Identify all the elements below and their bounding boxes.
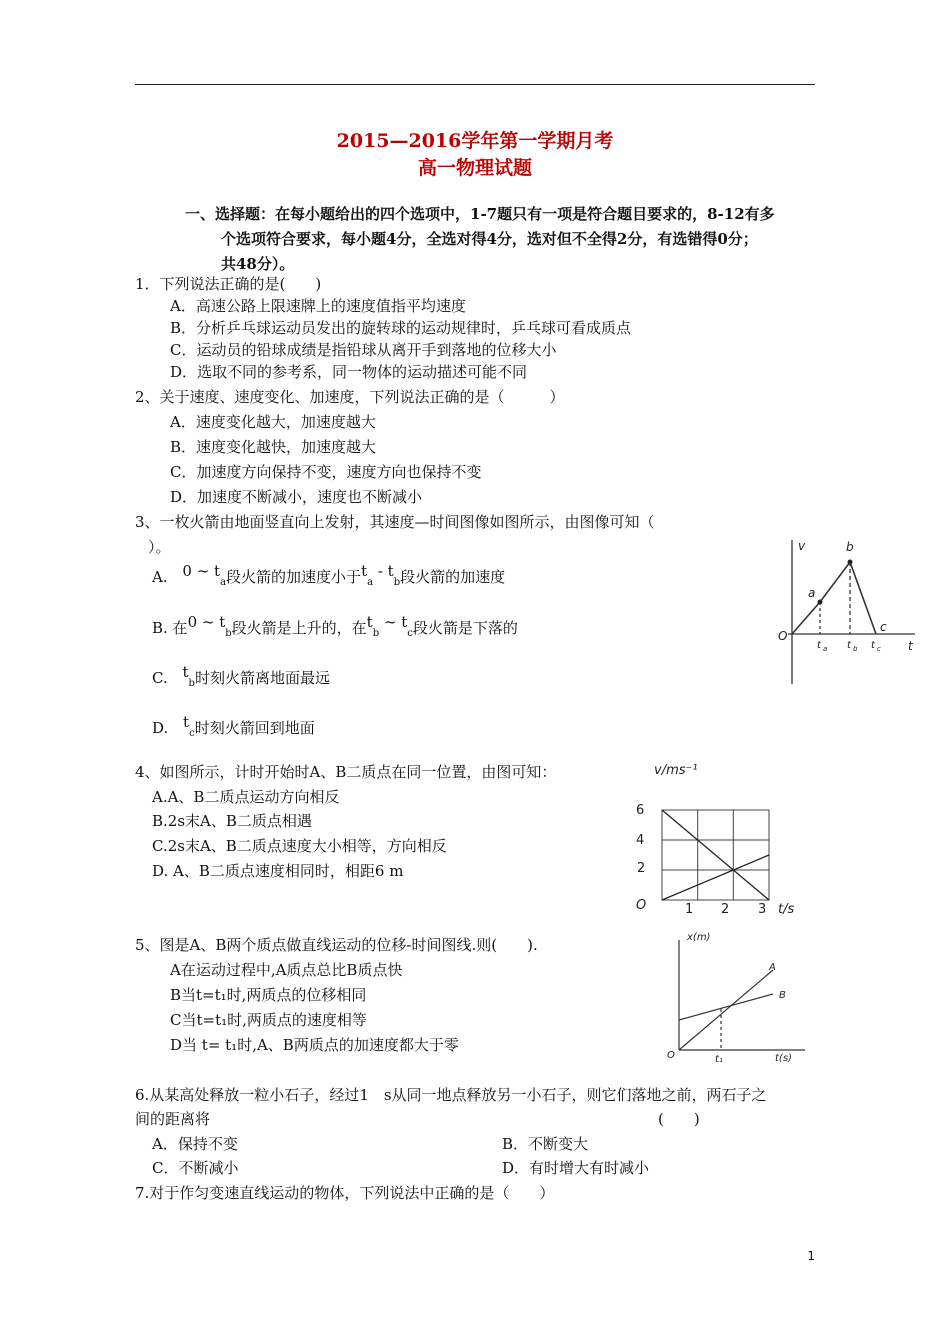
q4-x-axis-label: t/s xyxy=(778,902,795,917)
q5-t1-label: t₁ xyxy=(715,1054,723,1065)
q7-stem: 7.对于作匀变速直线运动的物体，下列说法中正确的是（ ） xyxy=(135,1184,555,1202)
q4-origin: O xyxy=(636,898,647,913)
page-number: 1 xyxy=(807,1249,815,1263)
q5-option-c: C当t=t₁时,两质点的速度相等 xyxy=(170,1011,367,1029)
q4-velocity-time-graph xyxy=(628,756,818,922)
q3-stem-line2: ）。 xyxy=(148,538,171,556)
q3-velocity-line xyxy=(792,562,876,634)
q4-option-b: B.2s末A、B二质点相遇 xyxy=(152,812,312,830)
q5-y-axis-label: x(m) xyxy=(687,932,711,943)
q4-line-b xyxy=(662,855,769,900)
q3-b-range-start: 0 ~ t xyxy=(187,613,226,631)
q3-a-tb: t xyxy=(387,562,394,580)
q4-option-c: C.2s末A、B二质点速度大小相等，方向相反 xyxy=(152,837,447,855)
q3-option-b xyxy=(152,613,518,639)
q5-stem: 5、图是A、B两个质点做直线运动的位移-时间图线.则( ). xyxy=(135,936,538,954)
q3-graph-tc: t xyxy=(871,640,875,651)
q3-a-sub3: b xyxy=(393,577,401,588)
q6-option-c: C．不断减小 xyxy=(152,1159,239,1177)
q4-option-a: A.A、B二质点运动方向相反 xyxy=(152,788,340,806)
q6-answer-paren: ( ) xyxy=(658,1110,700,1128)
q4-tick-x3: 3 xyxy=(758,902,767,917)
q5-line-a xyxy=(679,970,773,1050)
q3-a-end: 段火箭的加速度 xyxy=(400,568,506,586)
q5-t-axis-label: t(s) xyxy=(775,1053,792,1064)
q3-a-ta: t xyxy=(361,562,368,580)
q3-graph-v-label: v xyxy=(798,539,806,553)
q4-y-axis-label: v/ms⁻¹ xyxy=(654,763,698,778)
q3-option-c xyxy=(152,663,330,689)
q2-stem: 2、关于速度、速度变化、加速度，下列说法正确的是（ ） xyxy=(135,388,565,406)
q4-tick-4: 4 xyxy=(636,833,645,848)
q1-option-c: C．运动员的铅球成绩是指铅球从离开手到落地的位移大小 xyxy=(170,341,557,359)
q3-graph-ta-sub: a xyxy=(823,645,828,653)
q3-point-b xyxy=(848,560,853,565)
q3-stem-line1: 3、一枚火箭由地面竖直向上发射，其速度—时间图像如图所示，由图像可知（ xyxy=(135,513,655,531)
q3-graph-b-label: b xyxy=(846,540,854,554)
section-heading-line1: 一、选择题：在每小题给出的四个选项中，1-7题只有一项是符合题目要求的，8-12有多 xyxy=(185,205,775,223)
q3-graph-t-label: t xyxy=(908,639,913,653)
q4-tick-6: 6 xyxy=(636,803,645,818)
q3-graph-c-label: c xyxy=(880,620,887,634)
q5-line-b xyxy=(679,994,773,1020)
header-rule xyxy=(135,84,815,85)
q3-a-sub2: a xyxy=(367,577,374,588)
q2-option-c: C．加速度方向保持不变，速度方向也保持不变 xyxy=(170,463,482,481)
q5-option-a: A在运动过程中,A质点总比B质点快 xyxy=(170,961,403,979)
q4-tick-x1: 1 xyxy=(685,902,694,917)
q2-option-d: D．加速度不断减小，速度也不断减小 xyxy=(170,488,423,506)
q1-option-b: B．分析乒乓球运动员发出的旋转球的运动规律时，乒乓球可看成质点 xyxy=(170,319,632,337)
q6-stem-line2: 间的距离将 xyxy=(135,1110,211,1128)
section-heading-line2: 个选项符合要求，每小题4分，全选对得4分，选对但不全得2分，有选错得0分； xyxy=(221,230,758,248)
q6-option-d: D．有时增大有时减小 xyxy=(502,1159,650,1177)
q4-line-a xyxy=(662,810,769,900)
q3-a-dash: - xyxy=(373,562,388,580)
q3-graph-tc-sub: c xyxy=(877,645,881,653)
q5-option-b: B当t=t₁时,两质点的位移相同 xyxy=(170,986,367,1004)
q3-a-text: 段火箭的加速度小于 xyxy=(226,568,362,586)
q3-c-sub: b xyxy=(188,678,195,689)
q3-c-t: t xyxy=(182,663,189,681)
q3-graph-origin: O xyxy=(778,629,788,643)
exam-subtitle: 高一物理试题 xyxy=(417,157,532,179)
q3-d-sub: c xyxy=(189,728,195,739)
q3-b-tilde: ~ t xyxy=(379,613,408,631)
q4-tick-2: 2 xyxy=(637,861,646,876)
q3-d-text: 时刻火箭回到地面 xyxy=(194,719,315,737)
q3-option-d xyxy=(152,713,315,739)
q1-stem: 1．下列说法正确的是( ) xyxy=(135,275,322,293)
q4-stem: 4、如图所示，计时开始时A、B二质点在同一位置，由图可知： xyxy=(135,763,557,781)
q3-b-end: 段火箭是下落的 xyxy=(412,619,518,637)
q3-a-label: A. xyxy=(152,568,168,586)
q6-option-b: B．不断变大 xyxy=(502,1135,589,1153)
q3-option-a xyxy=(152,562,506,588)
q3-graph-a-label: a xyxy=(808,586,816,600)
q3-c-text: 时刻火箭离地面最远 xyxy=(194,669,330,687)
q3-b-tb: t xyxy=(366,613,373,631)
section-heading-line3: 共48分）。 xyxy=(221,255,295,273)
q4-option-d: D. A、B二质点速度相同时，相距6 m xyxy=(152,862,404,880)
q5-label-a: A xyxy=(769,962,776,973)
q5-label-b: B xyxy=(779,990,786,1001)
q3-d-t: t xyxy=(183,713,190,731)
q5-origin: O xyxy=(667,1050,675,1061)
q3-graph-tb-sub: b xyxy=(853,645,858,653)
q3-c-label: C. xyxy=(152,669,168,687)
q2-option-a: A．速度变化越大，加速度越大 xyxy=(170,413,376,431)
q3-b-label: B. 在 xyxy=(152,619,188,637)
q3-b-sub: b xyxy=(225,628,232,639)
q3-d-label: D. xyxy=(152,719,169,737)
q3-graph-ta: t xyxy=(817,640,821,651)
q2-option-b: B．速度变化越快，加速度越大 xyxy=(170,438,377,456)
q4-tick-x2: 2 xyxy=(721,902,730,917)
q5-position-time-graph xyxy=(665,926,815,1066)
q6-option-a: A．保持不变 xyxy=(152,1135,238,1153)
q3-a-sub: a xyxy=(220,577,227,588)
q3-b-sub2: b xyxy=(372,628,380,639)
q3-b-text: 段火箭是上升的，在 xyxy=(231,619,367,637)
q5-option-d: D当 t= t₁时,A、B两质点的加速度都大于零 xyxy=(170,1036,459,1054)
q3-point-a xyxy=(818,600,823,605)
q3-velocity-time-graph xyxy=(770,534,920,686)
q6-stem-line1: 6.从某高处释放一粒小石子，经过1 s从同一地点释放另一小石子，则它们落地之前，两石子之 xyxy=(135,1086,767,1104)
q1-option-a: A．高速公路上限速牌上的速度值指平均速度 xyxy=(170,297,466,315)
q3-b-sub3: c xyxy=(407,628,413,639)
q3-graph-tb: t xyxy=(847,640,851,651)
exam-title: 2015—2016学年第一学期月考 xyxy=(336,130,614,152)
q3-a-range-start: 0 ~ t xyxy=(182,562,221,580)
q1-option-d: D．选取不同的参考系，同一物体的运动描述可能不同 xyxy=(170,363,528,381)
